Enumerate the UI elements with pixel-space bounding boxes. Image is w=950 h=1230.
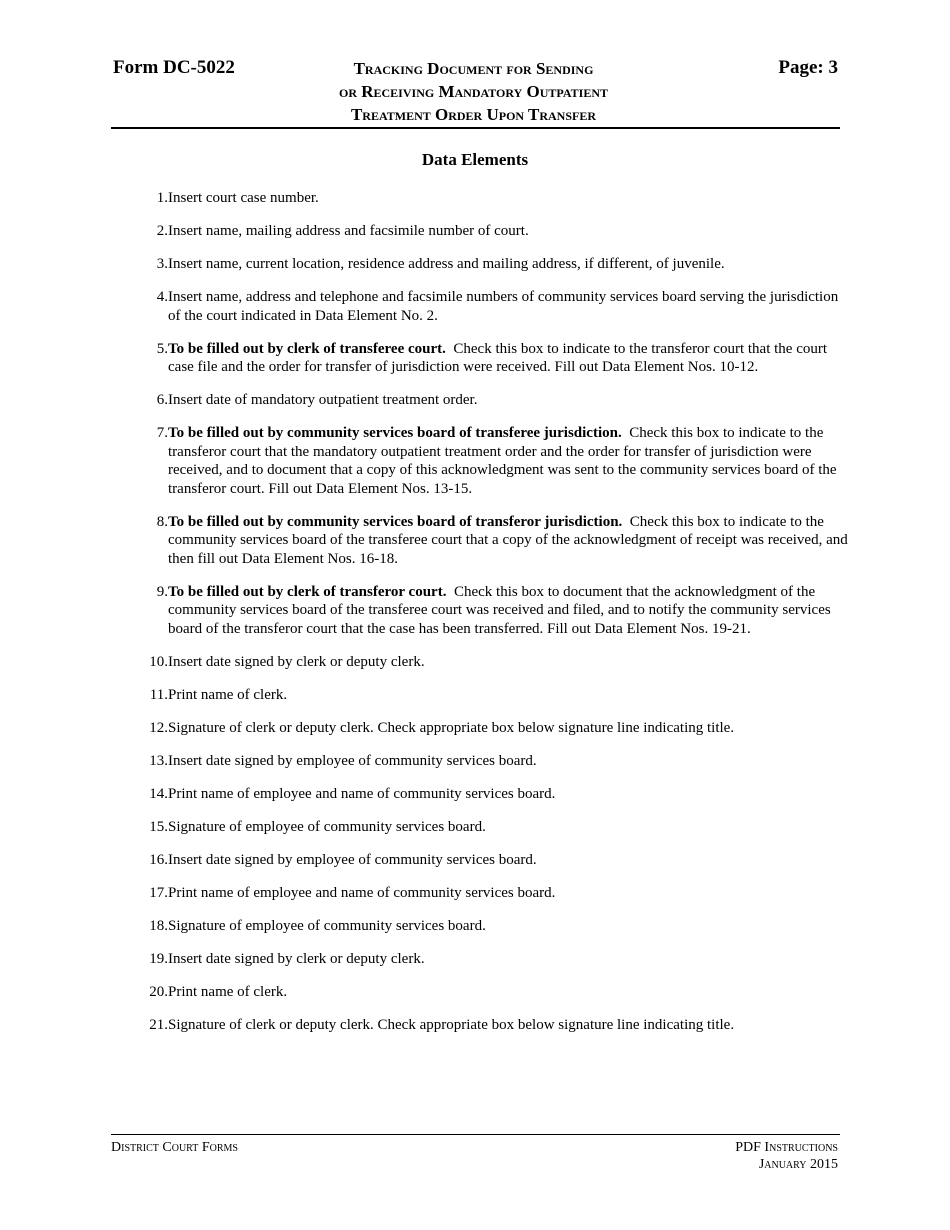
element-description: Print name of clerk.	[168, 686, 288, 703]
element-number-label: 17.	[149, 884, 168, 901]
list-item	[129, 851, 854, 870]
element-number-label: 4.	[156, 289, 168, 305]
list-item	[129, 917, 854, 936]
element-description: Insert court case number.	[168, 190, 319, 206]
element-text	[168, 424, 854, 498]
element-number	[129, 752, 168, 771]
element-description: Insert date signed by clerk or deputy clerk.	[168, 653, 425, 670]
element-text	[168, 752, 854, 771]
element-number-label: 12.	[149, 719, 168, 736]
element-number	[129, 983, 168, 1002]
element-number	[129, 818, 168, 837]
list-item	[129, 950, 854, 969]
element-text	[168, 917, 854, 936]
element-description: Check this box to indicate to the transferor court that the court case file and the order for transfer of jurisdiction were received. Fill out Data Element Nos. 10-12.	[168, 340, 828, 375]
element-text	[168, 785, 854, 804]
element-text	[168, 513, 854, 569]
element-description: Check this box to document that the acknowledgment of the community services board of the transferee court was received and filed, and to notify the community services board of the transferor court that the case has been transferred. Fill out Data Element Nos. 19-21.	[168, 583, 831, 637]
element-text	[168, 983, 854, 1002]
page-header	[111, 57, 840, 129]
element-number	[129, 917, 168, 936]
element-description: Signature of employee of community services board.	[168, 818, 486, 835]
element-number-label: 18.	[149, 917, 168, 934]
element-number-label: 5.	[156, 340, 168, 357]
element-lead: To be filled out by community services board of transferor jurisdiction.	[168, 513, 623, 530]
element-number-label: 8.	[156, 513, 168, 530]
element-text	[168, 851, 854, 870]
list-item	[129, 1016, 854, 1035]
element-number	[129, 1016, 168, 1035]
list-item	[129, 785, 854, 804]
element-number	[129, 424, 168, 498]
footer-right-line: January 2015	[758, 1157, 838, 1172]
page-number: Page: 3	[778, 57, 838, 78]
element-description: Insert name, current location, residence address and mailing address, if different, of juvenile.	[168, 256, 725, 272]
form-title-line: Tracking Document for Sending	[353, 59, 594, 78]
element-text	[168, 222, 854, 241]
list-item	[129, 222, 854, 241]
element-description: Check this box to indicate to the transferor court that the mandatory outpatient treatment order and the order for transfer of jurisdiction were received, and to document that a copy of this acknowledgment was sent to the community services board of the transferor court. Fill out Data Element Nos. 13-15.	[168, 425, 837, 497]
element-number	[129, 340, 168, 377]
element-description: Print name of employee and name of community services board.	[168, 785, 556, 802]
footer-right	[735, 1139, 838, 1173]
element-text	[168, 884, 854, 903]
element-lead: To be filled out by clerk of transferee court.	[168, 340, 446, 357]
page-footer	[111, 1134, 840, 1172]
element-number	[129, 513, 168, 569]
element-number-label: 11.	[149, 686, 168, 703]
element-text	[168, 719, 854, 738]
element-number	[129, 222, 168, 241]
element-description: Signature of employee of community services board.	[168, 917, 486, 934]
element-number	[129, 686, 168, 705]
element-number	[129, 719, 168, 738]
element-number-label: 15.	[149, 818, 168, 835]
element-number-label: 16.	[149, 851, 168, 868]
element-number	[129, 851, 168, 870]
element-number	[129, 950, 168, 969]
element-text	[168, 255, 854, 274]
list-item	[129, 686, 854, 705]
element-number-label: 21.	[149, 1016, 168, 1033]
element-description: Insert date of mandatory outpatient treatment order.	[168, 392, 478, 408]
element-description: Print name of clerk.	[168, 983, 288, 1000]
form-title	[261, 57, 686, 126]
element-number	[129, 785, 168, 804]
element-number	[129, 583, 168, 639]
element-description: Signature of clerk or deputy clerk. Check appropriate box below signature line indicating title.	[168, 719, 735, 736]
element-number	[129, 255, 168, 274]
element-description: Print name of employee and name of community services board.	[168, 884, 556, 901]
element-text	[168, 189, 854, 208]
element-number	[129, 189, 168, 208]
list-item	[129, 983, 854, 1002]
list-item	[129, 818, 854, 837]
list-item	[129, 189, 854, 208]
element-text	[168, 818, 854, 837]
element-number-label: 3.	[156, 256, 168, 272]
list-item	[129, 653, 854, 672]
element-text	[168, 340, 854, 377]
element-description: Signature of clerk or deputy clerk. Check appropriate box below signature line indicating title.	[168, 1016, 735, 1033]
element-number-label: 14.	[149, 785, 168, 802]
list-item	[129, 288, 854, 325]
list-item	[129, 340, 854, 377]
element-description: Insert date signed by clerk or deputy clerk.	[168, 950, 425, 967]
element-description: Check this box to indicate to the community services board of the transferee court that a copy of the acknowledgment of receipt was received, and then fill out Data Element Nos. 16-18.	[168, 513, 848, 567]
list-item	[129, 513, 854, 569]
element-text	[168, 653, 854, 672]
list-item	[129, 719, 854, 738]
form-title-line: or Receiving Mandatory Outpatient	[338, 82, 608, 101]
footer-left: District Court Forms	[111, 1140, 238, 1155]
element-number-label: 13.	[149, 752, 168, 769]
element-description: Insert name, address and telephone and facsimile numbers of community services board serving the jurisdiction of the court indicated in Data Element No. 2.	[168, 289, 839, 324]
element-number-label: 20.	[149, 983, 168, 1000]
section-title: Data Elements	[421, 150, 529, 169]
form-title-line: Treatment Order Upon Transfer	[350, 105, 597, 124]
element-number	[129, 884, 168, 903]
element-number-label: 1.	[156, 190, 168, 206]
element-text	[168, 288, 854, 325]
element-number-label: 10.	[149, 653, 168, 670]
list-item	[129, 391, 854, 410]
element-text	[168, 950, 854, 969]
element-number-label: 9.	[156, 583, 168, 600]
list-item	[129, 884, 854, 903]
list-item	[129, 583, 854, 639]
footer-right-line: PDF Instructions	[735, 1140, 838, 1155]
element-description: Insert date signed by employee of community services board.	[168, 851, 537, 868]
element-number-label: 7.	[156, 425, 168, 441]
element-description: Insert name, mailing address and facsimile number of court.	[168, 223, 529, 239]
element-text	[168, 583, 854, 639]
element-number	[129, 653, 168, 672]
data-elements-list	[129, 189, 854, 1049]
element-number-label: 19.	[149, 950, 168, 967]
element-number-label: 2.	[156, 223, 168, 239]
element-number	[129, 288, 168, 325]
element-description: Insert date signed by employee of community services board.	[168, 752, 537, 769]
element-text	[168, 391, 854, 410]
element-lead: To be filled out by clerk of transferor court.	[168, 583, 447, 600]
form-number: Form DC-5022	[113, 57, 235, 78]
element-lead: To be filled out by community services board of transferee jurisdiction.	[168, 425, 622, 441]
element-text	[168, 1016, 854, 1035]
element-number	[129, 391, 168, 410]
element-text	[168, 686, 854, 705]
list-item	[129, 752, 854, 771]
element-number-label: 6.	[156, 392, 168, 408]
list-item	[129, 424, 854, 498]
list-item	[129, 255, 854, 274]
